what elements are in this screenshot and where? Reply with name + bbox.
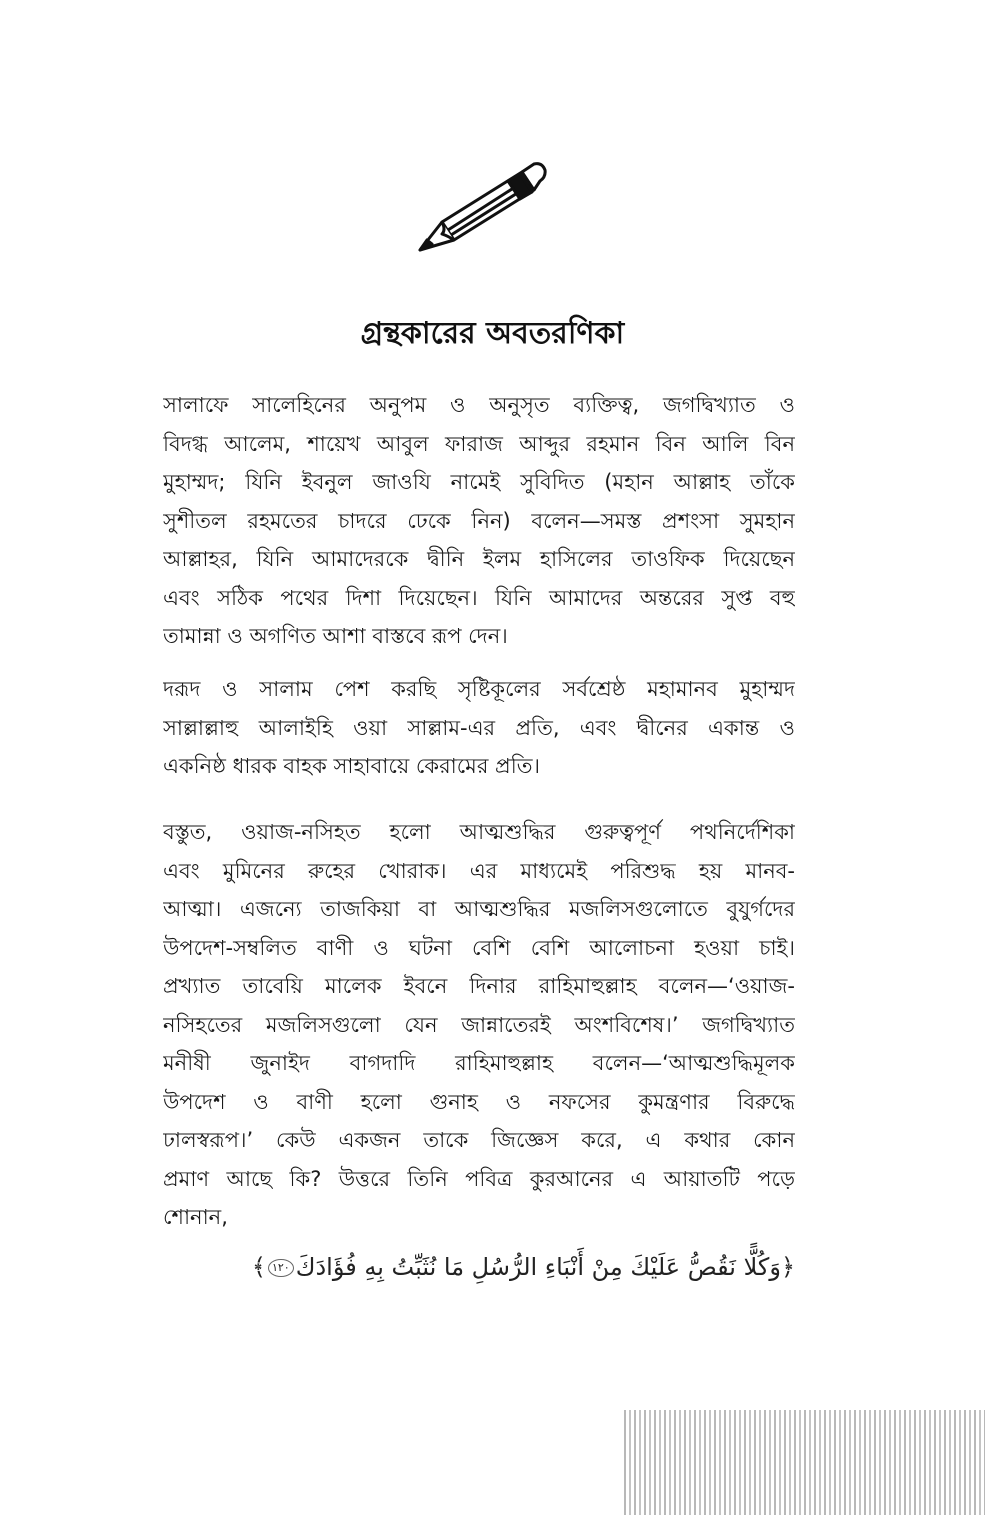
ornate-bracket-close: ﴾ [251,1253,266,1281]
text-line: সালাফে সালেহিনের অনুপম ও অনুসৃত ব্যক্তিত্ব, জগদ্বিখ্যাত ও [163,393,795,417]
text-line: দরূদ ও সালাম পেশ করছি সৃষ্টিকূলের সর্বশ্রেষ্ঠ মহামানব মুহাম্মদ [163,677,795,701]
text-line: মনীষী জুনাইদ বাগদাদি রাহিমাহুল্লাহ বলেন—‘আত্মশুদ্ধিমূলক [163,1051,795,1075]
text-line: শোনান, [163,1205,228,1229]
text-line: আত্মা। এজন্যে তাজকিয়া বা আত্মশুদ্ধির মজলিসগুলোতে বুযুর্গদের [163,897,795,921]
text-line: একনিষ্ঠ ধারক বাহক সাহাবায়ে কেরামের প্রতি। [163,754,540,778]
quran-verse [240,1245,795,1289]
text-line: এবং মুমিনের রুহের খোরাক। এর মাধ্যমেই পরিশুদ্ধ হয় মানব- [163,858,795,883]
barcode-graphic [624,1410,985,1515]
paragraph-intro [163,386,795,656]
text-line: উপদেশ-সম্বলিত বাণী ও ঘটনা বেশি বেশি আলোচনা হওয়া চাই। [163,935,795,960]
text-line: প্রমাণ আছে কি? উত্তরে তিনি পবিত্র কুরআনের এ আয়াতটি পড়ে [163,1166,795,1191]
text-line: আল্লাহর, যিনি আমাদেরকে দ্বীনি ইলম হাসিলের তাওফিক দিয়েছেন [163,547,795,571]
paragraph-salutation [163,670,795,786]
pencil-icon [412,150,547,255]
paragraph-main [163,813,795,1237]
ornate-bracket-open: ﴿ [780,1253,795,1281]
text-line: এবং সঠিক পথের দিশা দিয়েছেন। যিনি আমাদের অন্তরের সুপ্ত বহু [163,585,795,610]
text-line: মুহাম্মদ; যিনি ইবনুল জাওযি নামেই সুবিদিত (মহান আল্লাহ তাঁকে [163,470,795,494]
text-line: প্রখ্যাত তাবেয়ি মালেক ইবনে দিনার রাহিমাহুল্লাহ বলেন—‘ওয়াজ- [163,974,795,998]
verse-text: وَكُلًّا نَقُصُّ عَلَيْكَ مِنْ أَنْبَاءِ الرُّسُلِ مَا نُثَبِّتُ بِهِ فُؤَادَكَ [295,1253,781,1281]
text-line: তামান্না ও অগণিত আশা বাস্তবে রূপ দেন। [163,624,508,648]
text-line: সাল্লাল্লাহু আলাইহি ওয়া সাল্লাম-এর প্রতি, এবং দ্বীনের একান্ত ও [163,715,795,740]
text-line: নসিহতের মজলিসগুলো যেন জান্নাতেরই অংশবিশেষ।’ জগদ্বিখ্যাত [163,1012,795,1037]
text-line: বস্তুত, ওয়াজ-নসিহত হলো আত্মশুদ্ধির গুরুত্বপূর্ণ পথনির্দেশিকা [163,820,795,844]
text-line: ঢালস্বরূপ।’ কেউ একজন তাকে জিজ্ঞেস করে, এ কথার কোন [163,1128,795,1152]
page-title: গ্রন্থকারের অবতরণিকা [360,316,625,351]
text-line: বিদগ্ধ আলেম, শায়েখ আবুল ফারাজ আব্দুর রহমান বিন আলি বিন [163,431,795,456]
text-line: সুশীতল রহমতের চাদরে ঢেকে নিন) বলেন—সমস্ত প্রশংসা সুমহান [163,508,795,533]
verse-number-badge: ١٢٠ [268,1259,294,1277]
text-line: উপদেশ ও বাণী হলো গুনাহ ও নফসের কুমন্ত্রণার বিরুদ্ধে [163,1089,795,1114]
